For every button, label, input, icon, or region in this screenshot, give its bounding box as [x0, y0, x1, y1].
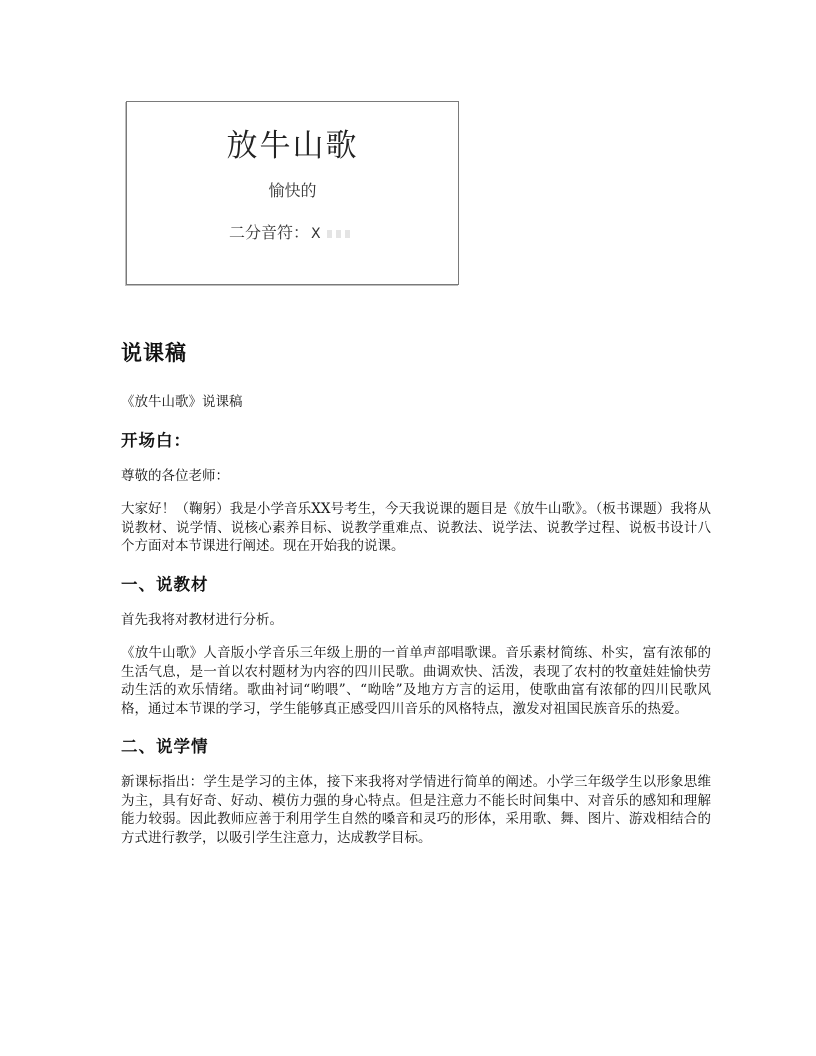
document-body: [121, 337, 711, 862]
opening-greeting: 尊敬的各位老师：: [121, 467, 229, 484]
board-note-line: [229, 220, 353, 243]
board-song-title: 放牛山歌: [226, 128, 359, 164]
document-subtitle: 《放牛山歌》说课稿: [121, 394, 243, 410]
document-heading: 说课稿: [121, 341, 187, 365]
half-note-dashes: [327, 230, 353, 238]
blackboard-design-image: [126, 101, 459, 285]
section-students-heading: 二、说学情: [121, 737, 209, 756]
board-mood-label: 愉快的: [268, 181, 317, 200]
opening-paragraph: 大家好！（鞠躬）我是小学音乐XX号考生，今天我说课的题目是《放牛山歌》。（板书课题）我将从说教材、说学情、说核心素养目标、说教学重难点、说教法、说学法、说教学过程、说板书设计八个方面对本节课进行阐述。现在开始我的说课。: [121, 501, 711, 554]
section-textbook-paragraph: 《放牛山歌》人音版小学音乐三年级上册的一首单声部唱歌课。音乐素材简练、朴实，富有浓郁的生活气息，是一首以农村题材为内容的四川民歌。曲调欢快、活泼，表现了农村的牧童娃娃愉快劳动生活的欢乐情绪。歌曲衬词“哟喂”、“呦啥”及地方方言的运用，使歌曲富有浓郁的四川民歌风格，通过本节课的学习，学生能够真正感受四川音乐的风格特点，激发对祖国民族音乐的热爱。: [121, 645, 711, 717]
section-textbook-heading: 一、说教材: [121, 574, 209, 594]
opening-heading: 开场白：: [121, 430, 191, 450]
section-textbook-intro: 首先我将对教材进行分析。: [121, 611, 283, 628]
half-note-symbol: X: [311, 226, 321, 242]
section-students-paragraph: 新课标指出：学生是学习的主体，接下来我将对学情进行简单的阐述。小学三年级学生以形象思维为主，具有好奇、好动、模仿力强的身心特点。但是注意力不能长时间集中、对音乐的感知和理解能力较弱。因此教师应善于利用学生自然的嗓音和灵巧的形体，采用歌、舞、图片、游戏相结合的方式进行教学，以吸引学生注意力，达成教学目标。: [121, 774, 711, 846]
board-note-label: 二分音符：: [229, 223, 310, 242]
